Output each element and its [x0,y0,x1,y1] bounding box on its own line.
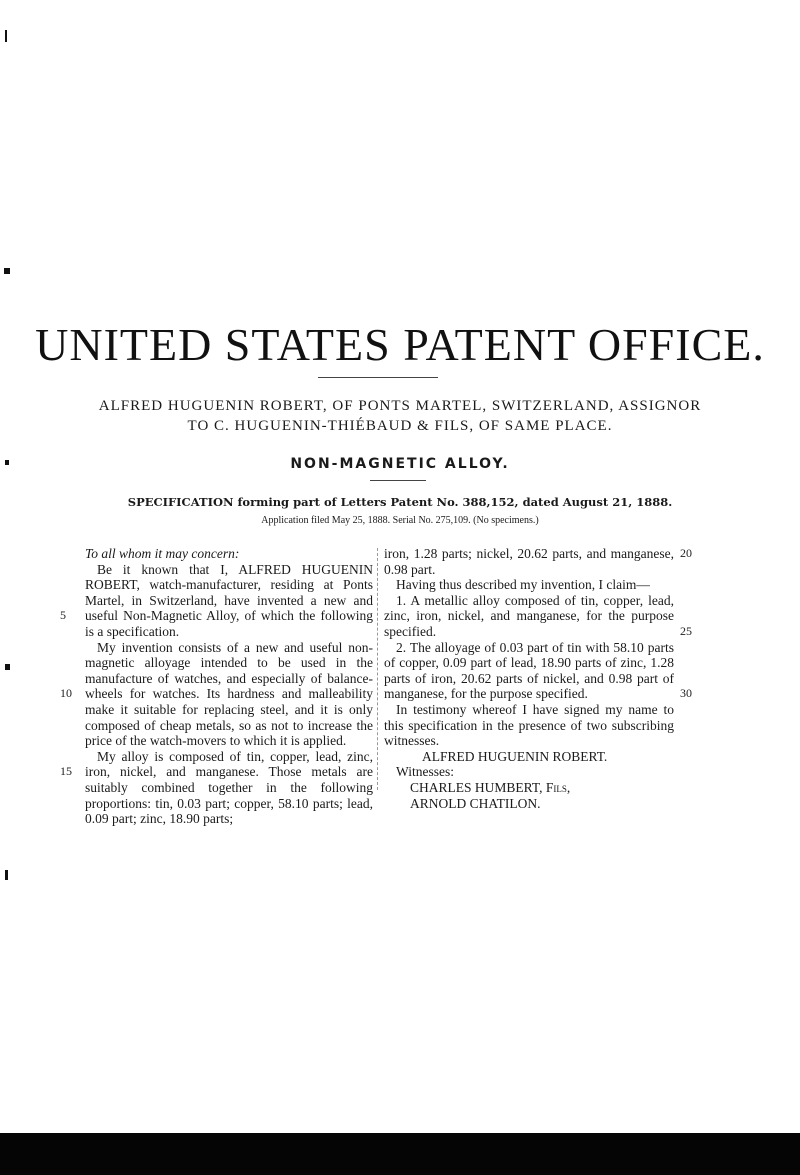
line-number: 30 [680,686,692,700]
scan-mark [5,30,7,42]
inventor-line-1: ALFRED HUGUENIN ROBERT, OF PONTS MARTEL, SWITZERLAND, ASSIGNOR [98,398,702,414]
specification-line: SPECIFICATION forming part of Letters Patent No. 388,152, dated August 21, 1888. [127,495,673,509]
claim-1: 1. A metallic alloy composed of tin, copper, lead, zinc, iron, nickel, and manganese, for the purpose specified. [384,592,674,639]
line-number: 10 [60,686,72,700]
line-number: 25 [680,624,692,638]
paragraph: My invention consists of a new and useful non-magnetic alloyage intended to be used in the manufacture of watches, and especially of balance-wheels for watches. Its hardness and malleability make it suitable for replacing steel, and it is only composed of cheap metals, so as not to increase the price of the watch-movers to which it is applied. [85,639,373,749]
witness-name: CHARLES HUMBERT, Fils, [410,779,571,795]
greeting: To all whom it may concern: [85,546,240,561]
scan-mark [4,268,10,274]
scan-mark [5,870,8,880]
claim-2: 2. The alloyage of 0.03 part of tin with 58.10 parts of copper, 0.09 part of lead, 18.90 parts of zinc, 1.28 parts of iron, 20.62 parts of nickel, and 0.98 part of manganese, for the purpose specified. [384,639,674,702]
subtitle-rule [370,480,426,481]
patent-title: NON-MAGNETIC ALLOY. [290,456,510,472]
application-line: Application filed May 25, 1888. Serial No. 275,109. (No specimens.) [261,515,539,526]
line-number: 5 [60,608,66,622]
testimony: In testimony whereof I have signed my name to this specification in the presence of two subscribing witnesses. [384,701,674,749]
paragraph: Having thus described my invention, I claim— [396,577,650,593]
inventor-block [60,396,740,436]
witnesses-label: Witnesses: [396,764,454,780]
scan-mark [5,664,10,670]
line-number: 20 [680,546,692,560]
paragraph: Be it known that I, ALFRED HUGUENIN ROBERT, watch-manufacturer, residing at Ponts Martel, in Switzerland, have invented a new and useful Non-Magnetic Alloy, of which the following is a specification. [85,561,373,639]
column-divider [377,548,378,790]
title-rule [318,377,438,378]
line-number: 15 [60,764,72,778]
right-column [384,546,674,811]
paragraph: My alloy is composed of tin, copper, lead, zinc, iron, nickel, and manganese. Those metals are suitably combined together in the following proportions: tin, 0.03 part; copper, 58.10 parts; lead, 0.09 part; zinc, 18.90 parts; [85,748,373,827]
paragraph: iron, 1.28 parts; nickel, 20.62 parts, and manganese, 0.98 part. [384,546,674,577]
office-title: UNITED STATES PATENT OFFICE. [35,319,765,370]
signature: ALFRED HUGUENIN ROBERT. [422,748,608,764]
witness-name: ARNOLD CHATILON. [410,795,541,811]
scan-bottom-bar [0,1133,800,1175]
left-column [85,546,373,827]
inventor-line-2: TO C. HUGUENIN-THIÉBAUD & FILS, OF SAME PLACE. [187,418,613,434]
